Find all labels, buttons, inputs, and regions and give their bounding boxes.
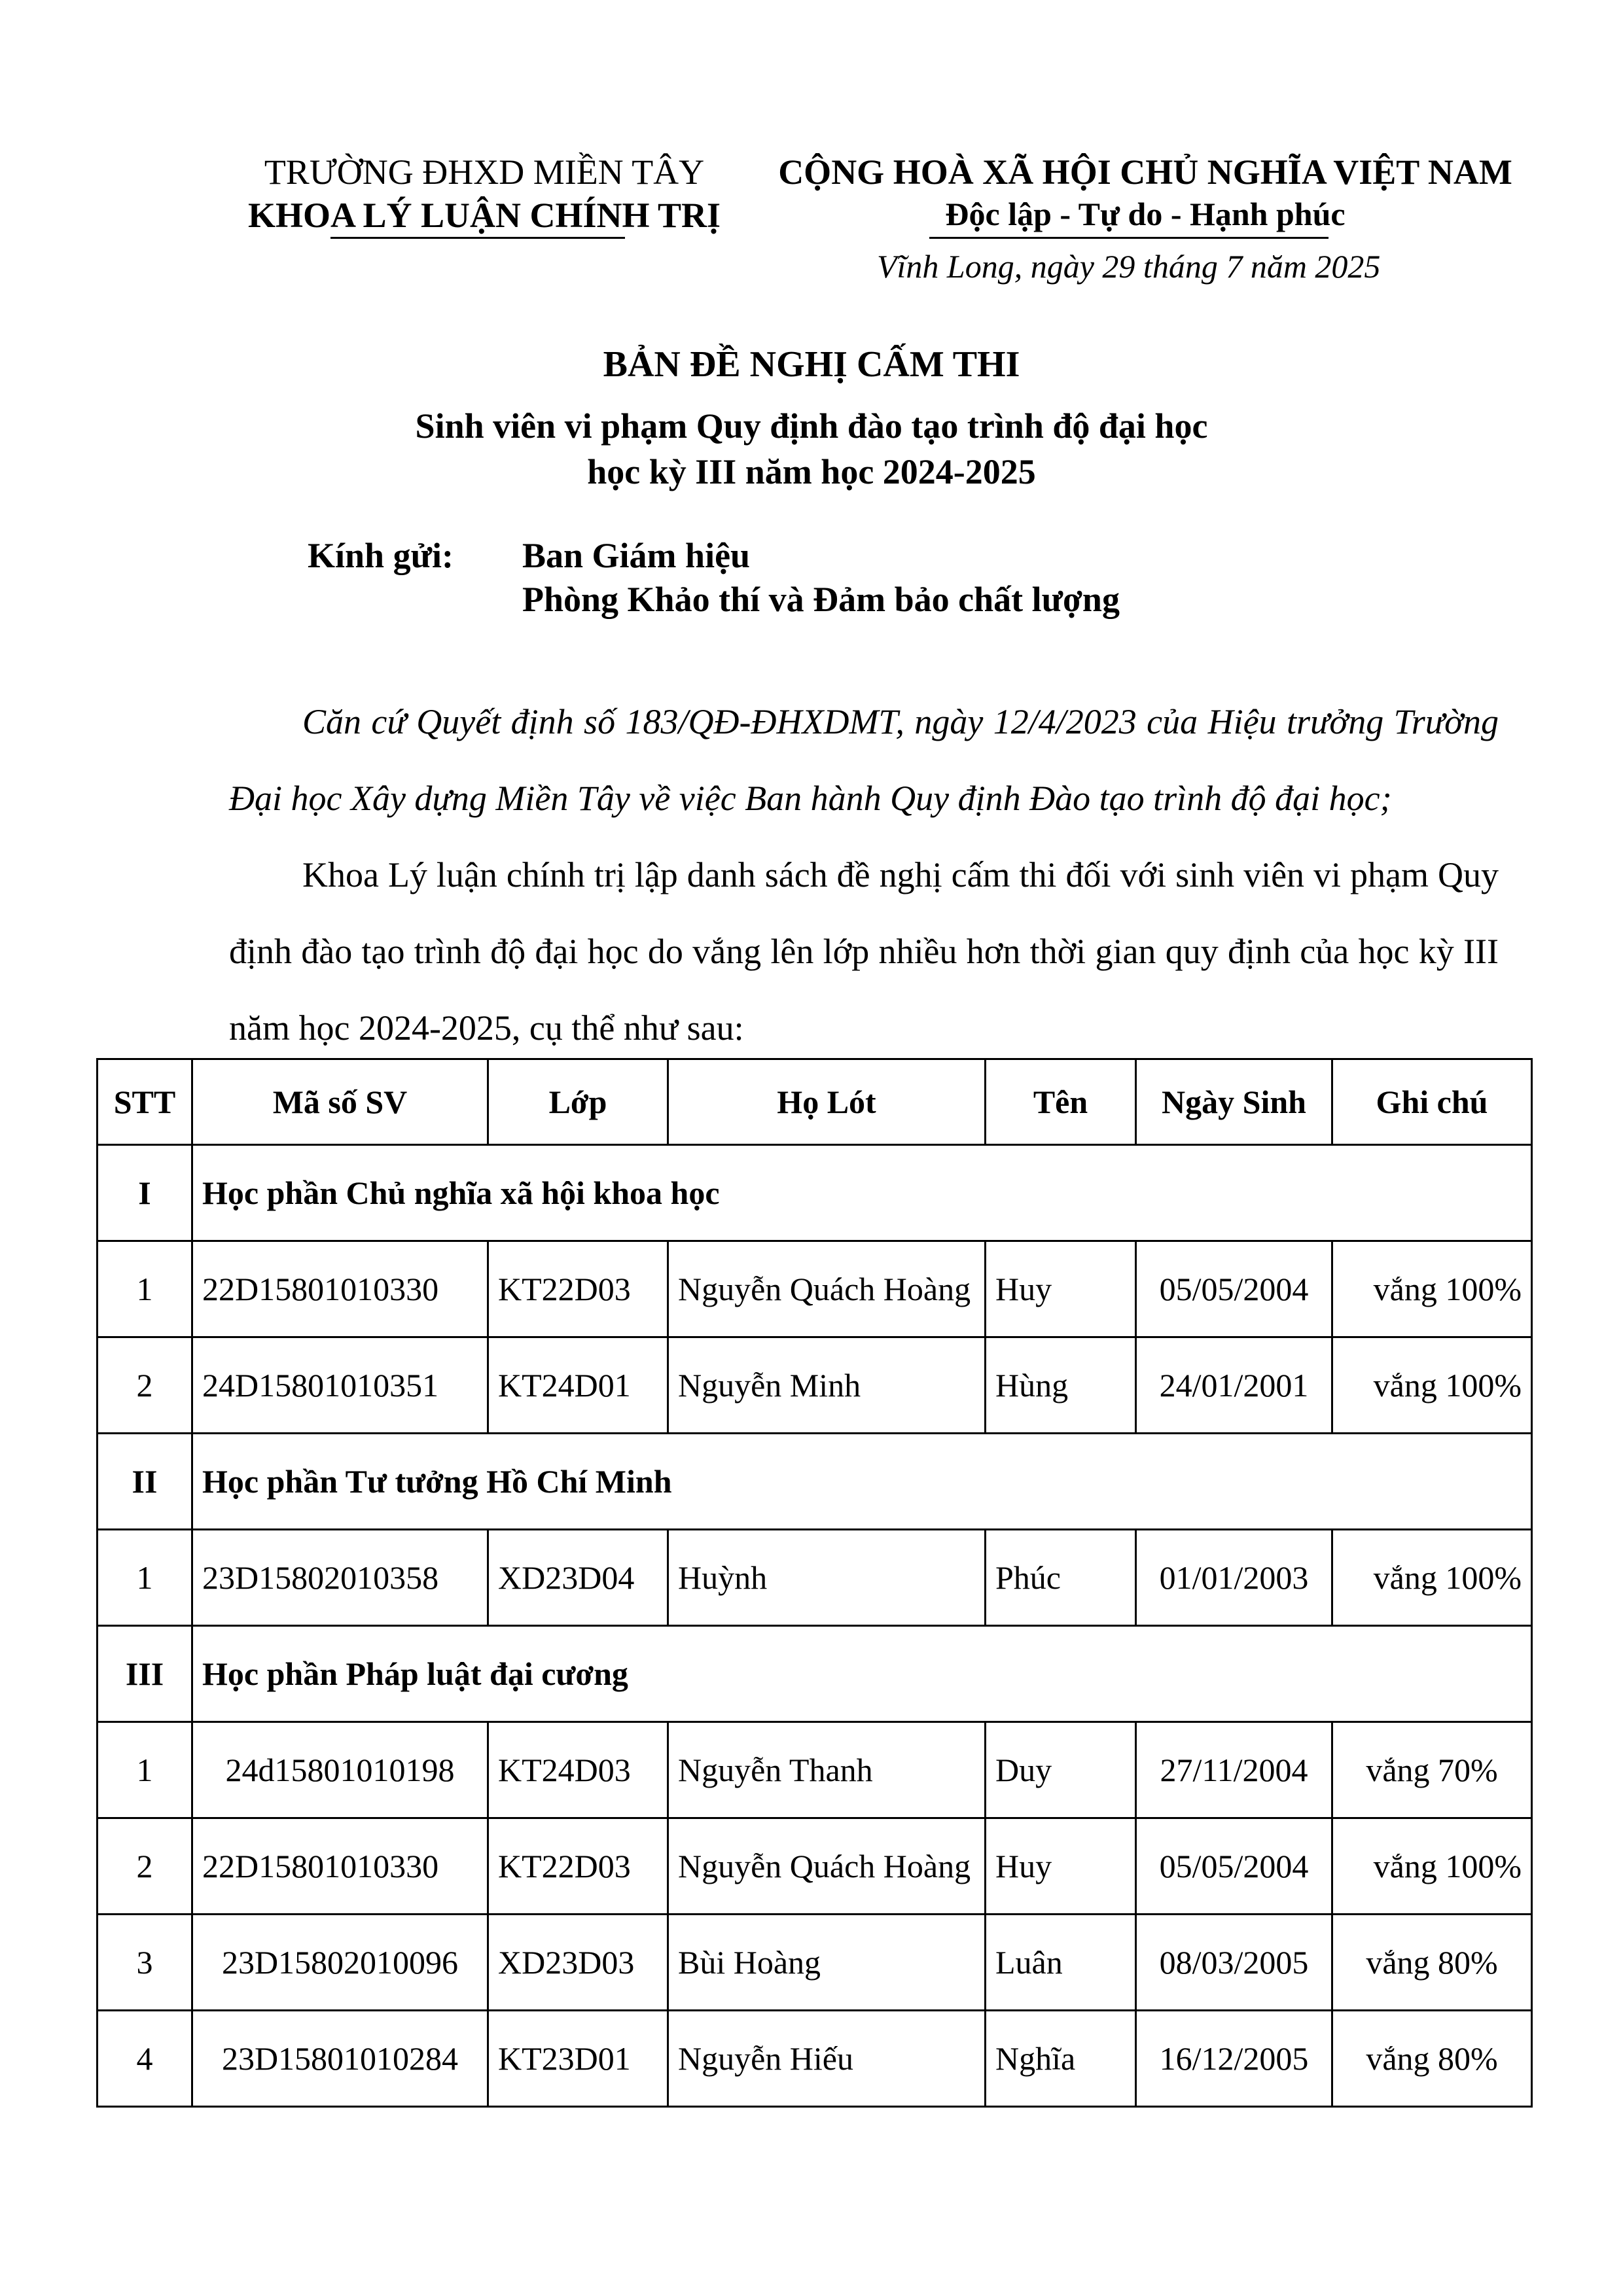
header-ten: Tên xyxy=(986,1059,1136,1145)
header-ngaysinh: Ngày Sinh xyxy=(1136,1059,1332,1145)
recipient-label: Kính gửi: xyxy=(308,536,454,575)
cell-ngaysinh: 05/05/2004 xyxy=(1136,1818,1332,1915)
cell-ngaysinh: 16/12/2005 xyxy=(1136,2011,1332,2107)
cell-holot: Nguyễn Thanh xyxy=(668,1722,986,1818)
cell-stt: 1 xyxy=(98,1722,192,1818)
table-row xyxy=(98,1915,1532,2011)
section-title: Học phần Tư tưởng Hồ Chí Minh xyxy=(192,1434,1532,1530)
table-header-row xyxy=(98,1059,1532,1145)
national-motto: Độc lập - Tự do - Hạnh phúc xyxy=(945,196,1346,232)
document-date: Vĩnh Long, ngày 29 tháng 7 năm 2025 xyxy=(877,248,1381,285)
cell-ghichu: vắng 100% xyxy=(1332,1818,1532,1915)
section-title: Học phần Chủ nghĩa xã hội khoa học xyxy=(192,1145,1532,1241)
cell-mssv: 23D15802010096 xyxy=(192,1915,488,2011)
cell-mssv: 22D15801010330 xyxy=(192,1241,488,1337)
cell-lop: KT22D03 xyxy=(488,1241,668,1337)
cell-ngaysinh: 08/03/2005 xyxy=(1136,1915,1332,2011)
cell-ngaysinh: 27/11/2004 xyxy=(1136,1722,1332,1818)
cell-mssv: 22D15801010330 xyxy=(192,1818,488,1915)
header-holot: Họ Lót xyxy=(668,1059,986,1145)
cell-ngaysinh: 05/05/2004 xyxy=(1136,1241,1332,1337)
cell-ten: Huy xyxy=(986,1818,1136,1915)
table-row xyxy=(98,1337,1532,1434)
cell-lop: XD23D04 xyxy=(488,1530,668,1626)
cell-mssv: 24d15801010198 xyxy=(192,1722,488,1818)
cell-stt: 2 xyxy=(98,1337,192,1434)
section-title: Học phần Pháp luật đại cương xyxy=(192,1626,1532,1722)
faculty-name: KHOA LÝ LUẬN CHÍNH TRỊ xyxy=(247,196,721,235)
section-row xyxy=(98,1626,1532,1722)
cell-ghichu: vắng 70% xyxy=(1332,1722,1532,1818)
cell-holot: Nguyễn Quách Hoàng xyxy=(668,1241,986,1337)
cell-ghichu: vắng 100% xyxy=(1332,1241,1532,1337)
cell-lop: KT24D03 xyxy=(488,1722,668,1818)
body-text xyxy=(229,684,1499,1067)
document-subtitle-1: Sinh viên vi phạm Quy định đào tạo trình độ đại học xyxy=(415,406,1208,446)
cell-ten: Huy xyxy=(986,1241,1136,1337)
header-lop: Lớp xyxy=(488,1059,668,1145)
request-paragraph: Khoa Lý luận chính trị lập danh sách đề nghị cấm thi đối với sinh viên vi phạm Quy định đào tạo trình độ đại học do vắng lên lớp nhiều hơn thời gian quy định của học kỳ III năm học 2024-2025, cụ thể như sau: xyxy=(229,855,1499,1048)
cell-stt: 2 xyxy=(98,1818,192,1915)
cell-ten: Phúc xyxy=(986,1530,1136,1626)
cell-holot: Nguyễn Quách Hoàng xyxy=(668,1818,986,1915)
document-title: BẢN ĐỀ NGHỊ CẤM THI xyxy=(603,344,1020,385)
section-row xyxy=(98,1434,1532,1530)
cell-lop: KT23D01 xyxy=(488,2011,668,2107)
section-number: I xyxy=(98,1145,192,1241)
document-subtitle-2: học kỳ III năm học 2024-2025 xyxy=(587,452,1036,491)
cell-stt: 3 xyxy=(98,1915,192,2011)
table-row xyxy=(98,1241,1532,1337)
table-row xyxy=(98,1818,1532,1915)
banned-students-table xyxy=(96,1058,1533,2108)
table-row xyxy=(98,1530,1532,1626)
recipient-2: Phòng Khảo thí và Đảm bảo chất lượng xyxy=(522,580,1120,619)
cell-holot: Bùi Hoàng xyxy=(668,1915,986,2011)
faculty-underline xyxy=(330,237,625,239)
cell-lop: KT22D03 xyxy=(488,1818,668,1915)
section-number: III xyxy=(98,1626,192,1722)
national-title: CỘNG HOÀ XÃ HỘI CHỦ NGHĨA VIỆT NAM xyxy=(778,152,1512,192)
cell-holot: Nguyễn Minh xyxy=(668,1337,986,1434)
header-mssv: Mã số SV xyxy=(192,1059,488,1145)
motto-underline xyxy=(929,237,1329,239)
cell-ngaysinh: 24/01/2001 xyxy=(1136,1337,1332,1434)
section-row xyxy=(98,1145,1532,1241)
legal-basis-paragraph: Căn cứ Quyết định số 183/QĐ-ĐHXDMT, ngày 12/4/2023 của Hiệu trưởng Trường Đại học Xây dựng Miền Tây về việc Ban hành Quy định Đào tạo trình độ đại học; xyxy=(229,702,1499,818)
cell-ghichu: vắng 100% xyxy=(1332,1337,1532,1434)
cell-stt: 4 xyxy=(98,2011,192,2107)
cell-lop: XD23D03 xyxy=(488,1915,668,2011)
cell-ghichu: vắng 80% xyxy=(1332,1915,1532,2011)
cell-mssv: 23D15802010358 xyxy=(192,1530,488,1626)
cell-ten: Luân xyxy=(986,1915,1136,2011)
cell-mssv: 24D15801010351 xyxy=(192,1337,488,1434)
table-row xyxy=(98,1722,1532,1818)
cell-mssv: 23D15801010284 xyxy=(192,2011,488,2107)
cell-lop: KT24D01 xyxy=(488,1337,668,1434)
header-stt: STT xyxy=(98,1059,192,1145)
cell-holot: Nguyễn Hiếu xyxy=(668,2011,986,2107)
header-ghichu: Ghi chú xyxy=(1332,1059,1532,1145)
cell-ten: Nghĩa xyxy=(986,2011,1136,2107)
table-row xyxy=(98,2011,1532,2107)
cell-ghichu: vắng 100% xyxy=(1332,1530,1532,1626)
cell-ngaysinh: 01/01/2003 xyxy=(1136,1530,1332,1626)
cell-ghichu: vắng 80% xyxy=(1332,2011,1532,2107)
section-number: II xyxy=(98,1434,192,1530)
cell-stt: 1 xyxy=(98,1241,192,1337)
cell-ten: Hùng xyxy=(986,1337,1136,1434)
recipient-1: Ban Giám hiệu xyxy=(522,536,751,575)
cell-stt: 1 xyxy=(98,1530,192,1626)
cell-holot: Huỳnh xyxy=(668,1530,986,1626)
school-name: TRƯỜNG ĐHXD MIỀN TÂY xyxy=(264,152,705,192)
cell-ten: Duy xyxy=(986,1722,1136,1818)
